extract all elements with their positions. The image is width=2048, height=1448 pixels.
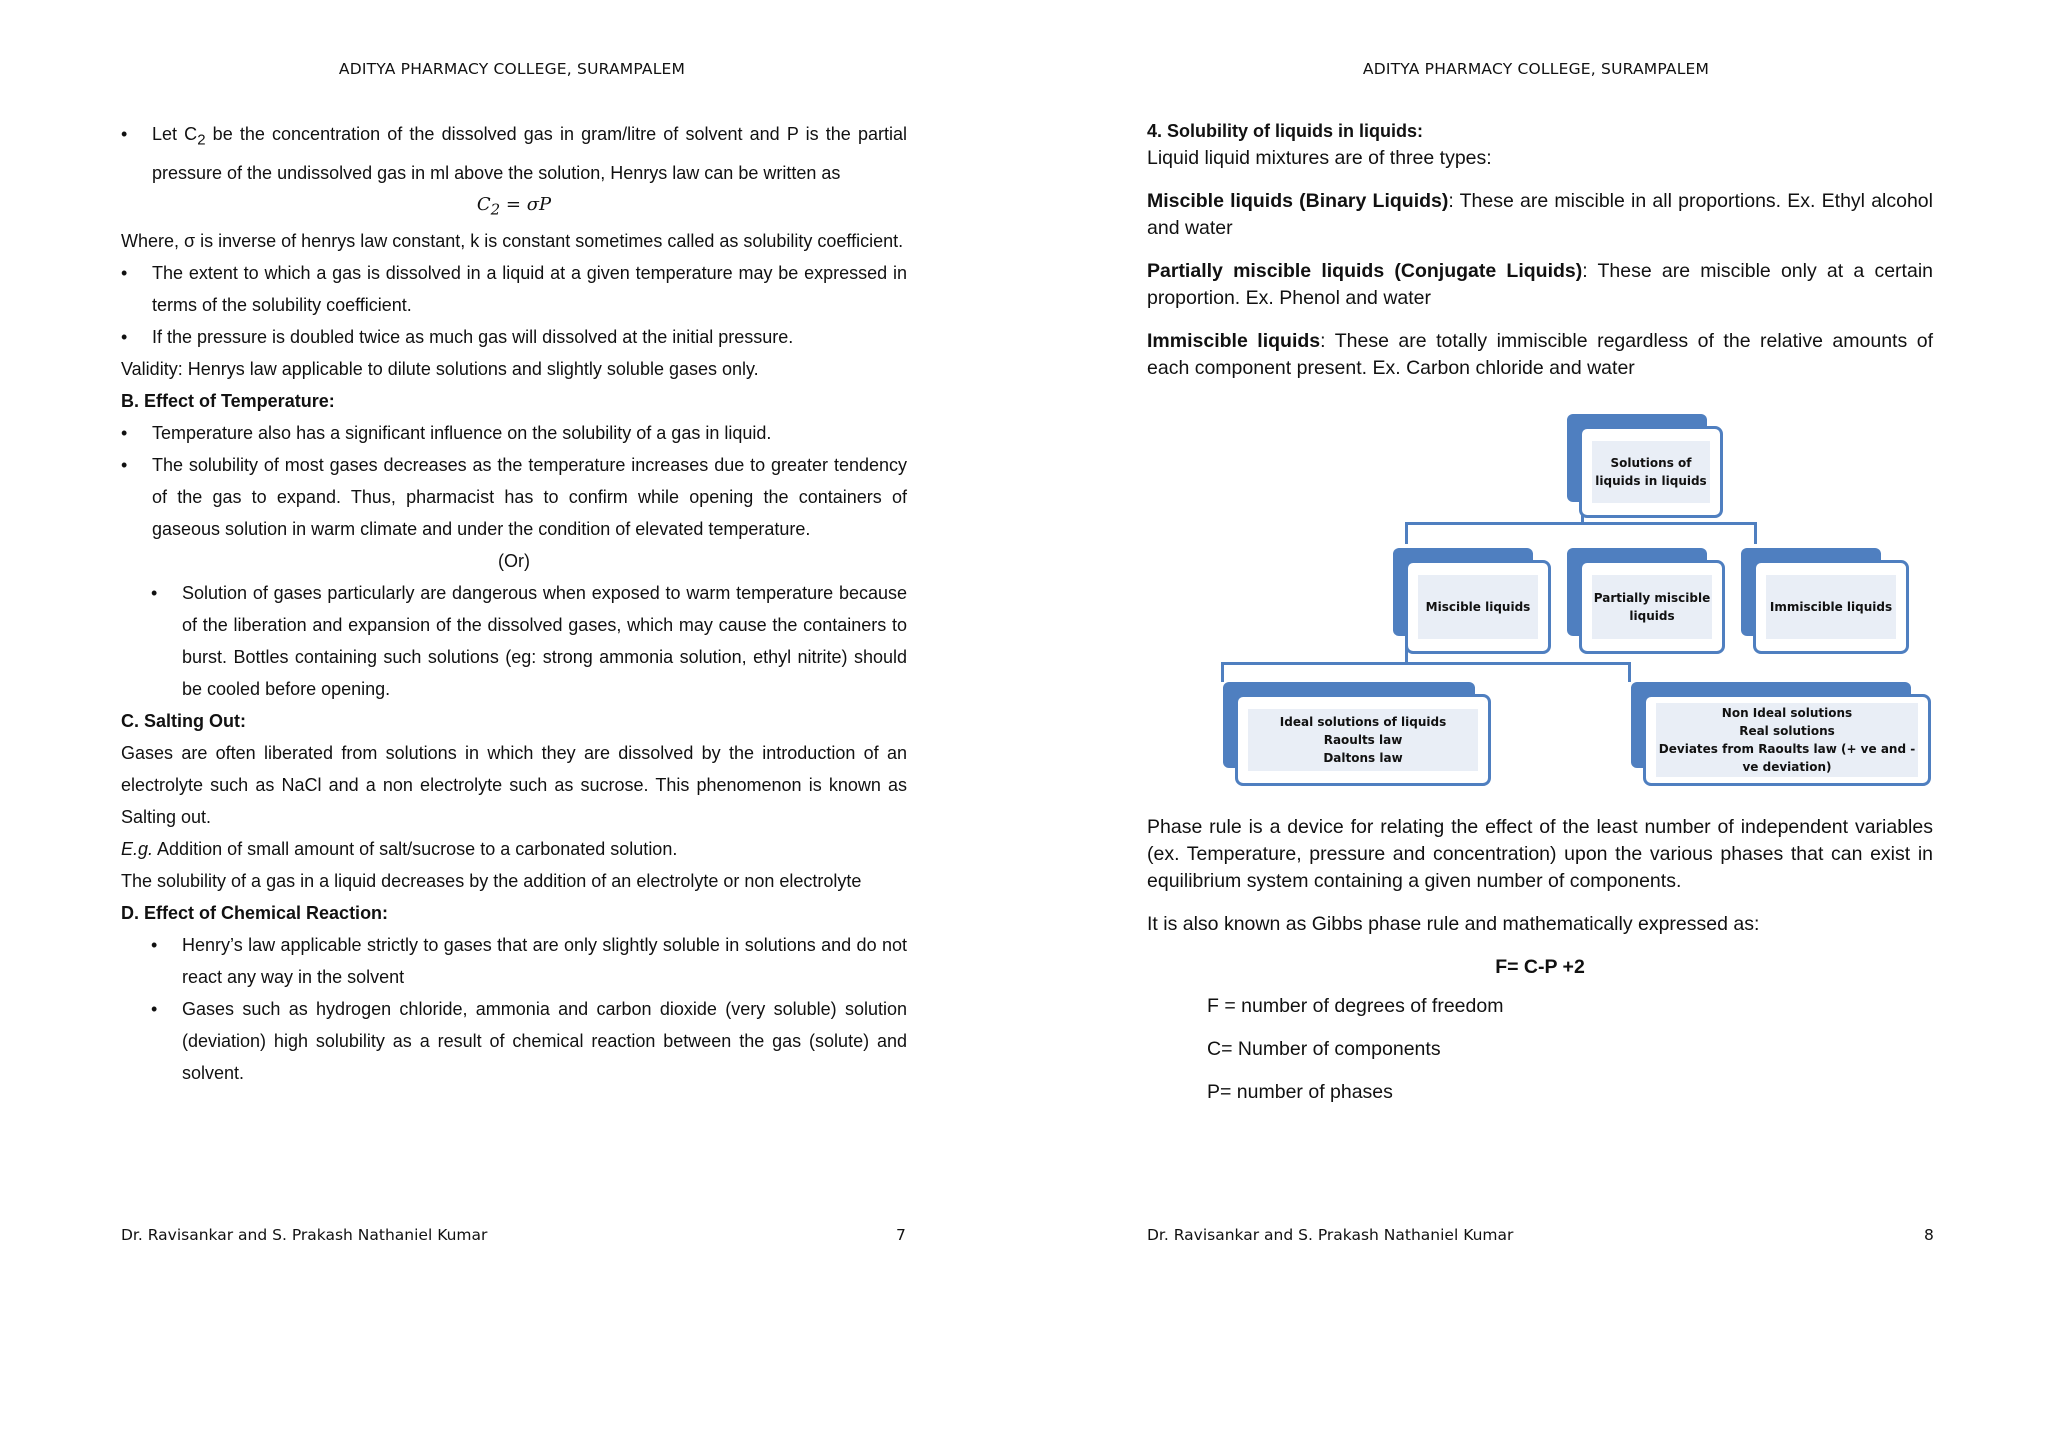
miscible-paragraph: Miscible liquids (Binary Liquids): These are miscible in all proportions. Ex. Ethyl alcohol and water [1147,190,1933,239]
connector-line [1754,522,1757,544]
bullet-pressure: • If the pressure is doubled twice as much gas will dissolved at the initial pressure. [121,321,907,353]
connector-line [1628,662,1631,682]
page-number: 8 [1924,1226,1934,1244]
connector-line [1221,662,1631,665]
node-ideal: Ideal solutions of liquids Raoults law Daltons law [1235,694,1491,786]
or-text: (Or) [498,551,530,572]
page-header: ADITYA PHARMACY COLLEGE, SURAMPALEM [338,60,686,78]
node-root: Solutions of liquids in liquids [1579,426,1723,518]
bullet-henrys-law: • Let $C_2$ be the concentration of the dissolved gas in gram/litre of solvent and P is the partial pressure of the undissolved gas in ml above the solution, Henrys law can be written as [121,118,907,189]
immiscible-paragraph: Immiscible liquids: These are totally immiscible regardless of the relative amounts of each component present. Ex. Carbon chloride and water [1147,330,1933,379]
bullet-dangerous: • Solution of gases particularly are dangerous when exposed to warm temperature because of the liberation and expansion of the dissolved gases, which may cause the containers to burst. Bottles containing such solutions (eg: strong ammonia solution, ethyl nitrite) should be cooled before opening. [151,577,907,705]
page-number: 7 [896,1226,906,1244]
partial-paragraph: Partially miscible liquids (Conjugate Liquids): These are miscible only at a certain proportion. Ex. Phenol and water [1147,260,1933,309]
node-miscible: Miscible liquids [1405,560,1551,654]
connector-line [1405,522,1757,525]
left-page [0,0,1000,1448]
var-f: F = number of degrees of freedom [1207,995,1504,1017]
page-body [1147,118,1933,1122]
validity-text: Validity: Henrys law applicable to dilute solutions and slightly soluble gases only. [121,359,759,380]
page-header: ADITYA PHARMACY COLLEGE, SURAMPALEM [1362,60,1710,78]
bullet-henrys-strict: • Henry’s law applicable strictly to gases that are only slightly soluble in solutions and do not react any way in the solvent [151,929,907,993]
solubility-line: The solubility of a gas in a liquid decreases by the addition of an electrolyte or non electrolyte [121,871,862,892]
intro-text: Liquid liquid mixtures are of three types: [1147,147,1492,169]
bullet-extent: • The extent to which a gas is dissolved in a liquid at a given temperature may be expressed in terms of the solubility coefficient. [121,257,907,321]
bullet-solubility-decrease: • The solubility of most gases decreases as the temperature increases due to greater tendency of the gas to expand. Thus, pharmacist has to confirm while opening the containers of gaseous solution in warm climate and under the condition of elevated temperature. [121,449,907,545]
liquids-hierarchy-diagram [1147,404,1933,814]
section-b-heading: B. Effect of Temperature: [121,391,335,412]
var-c: C= Number of components [1207,1038,1441,1060]
formula-variables [1147,993,1933,1106]
henrys-equation: $C_2 = \sigma P$ [476,193,552,219]
node-non-ideal: Non Ideal solutions Real solutions Deviates from Raoults law (+ ve and -ve deviation) [1643,694,1931,786]
phase-rule-formula: F= C-P +2 [1495,956,1585,978]
connector-line [1405,522,1408,544]
section-c-heading: C. Salting Out: [121,711,246,732]
where-text: Where, σ is inverse of henrys law constant, k is constant sometimes called as solubility coefficient. [121,231,904,252]
bullet-gases-soluble: • Gases such as hydrogen chloride, ammonia and carbon dioxide (very soluble) solution (deviation) high solubility as a result of chemical reaction between the gas (solute) and solvent. [151,993,907,1089]
var-p: P= number of phases [1207,1081,1393,1103]
node-immiscible: Immiscible liquids [1753,560,1909,654]
page-footer-author: Dr. Ravisankar and S. Prakash Nathaniel Kumar [121,1226,488,1244]
connector-line [1221,662,1224,682]
page-footer-author: Dr. Ravisankar and S. Prakash Nathaniel Kumar [1147,1226,1514,1244]
section-d-heading: D. Effect of Chemical Reaction: [121,903,389,924]
bullet-temperature: • Temperature also has a significant influence on the solubility of a gas in liquid. [121,417,907,449]
example-line: E.g. Addition of small amount of salt/sucrose to a carbonated solution. [121,839,678,860]
section-4-heading: 4. Solubility of liquids in liquids: [1147,121,1423,141]
phase-rule-paragraph: Phase rule is a device for relating the effect of the least number of independent variables (ex. Temperature, pressure and concentration) upon the various phases that can exist in equilibrium system containing a given number of components. [1147,816,1933,892]
salting-text: Gases are often liberated from solutions in which they are dissolved by the introduction of an electrolyte such as NaCl and a non electrolyte such as sucrose. This phenomenon is known as Salting out. [121,743,907,828]
page-body [121,118,907,1089]
gibbs-paragraph: It is also known as Gibbs phase rule and mathematically expressed as: [1147,913,1760,935]
right-page [1024,0,2024,1448]
node-partial: Partially miscible liquids [1579,560,1725,654]
